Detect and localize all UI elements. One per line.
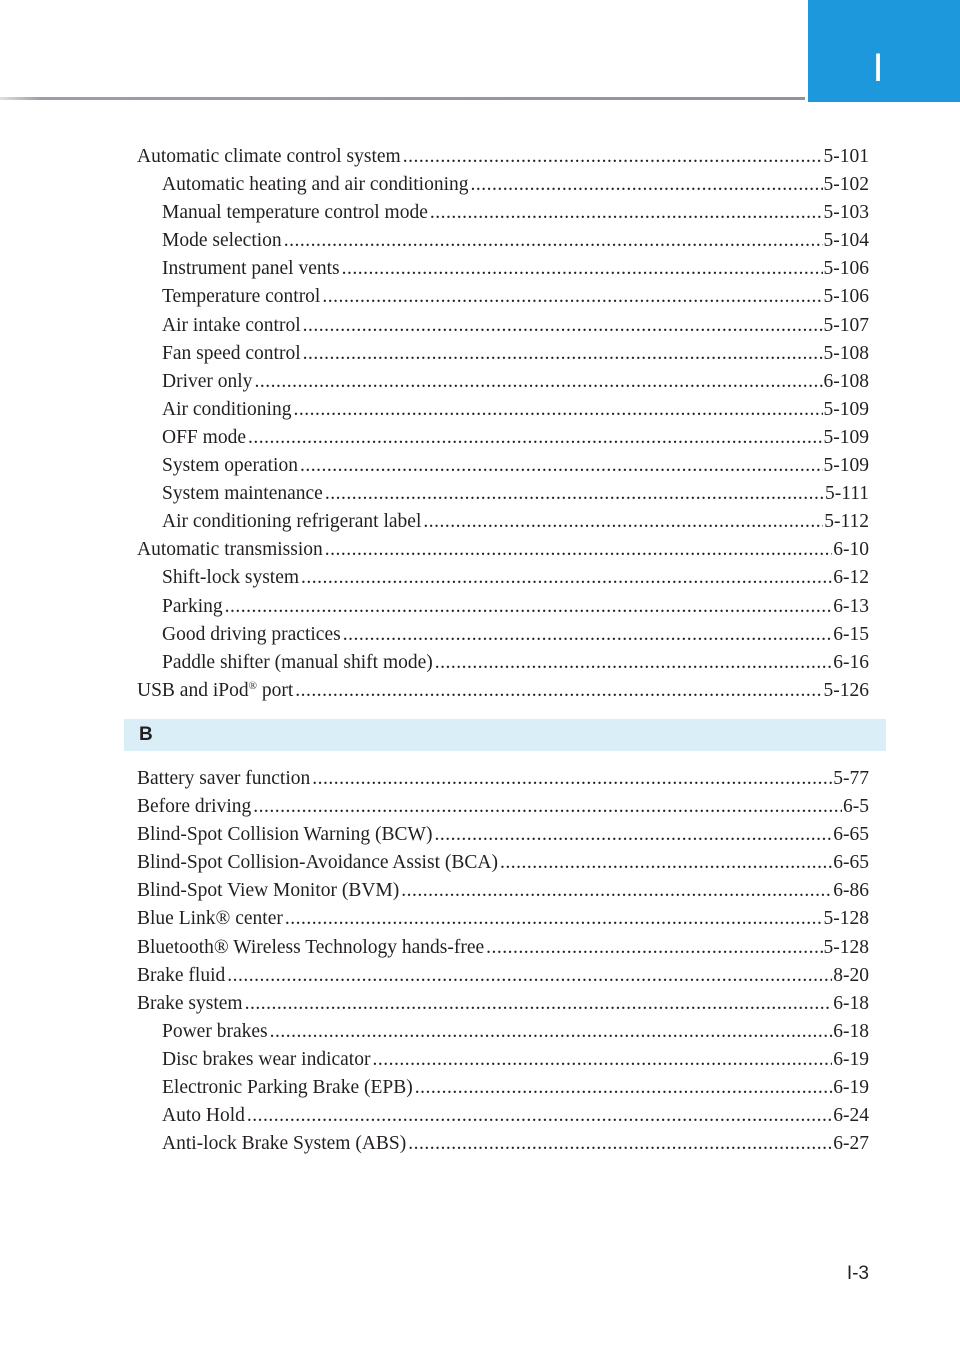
dot-leader — [285, 905, 823, 933]
index-entry[interactable] — [137, 849, 869, 877]
dot-leader — [270, 1018, 833, 1046]
index-entry[interactable] — [137, 934, 869, 962]
index-entry-label: Driver only — [162, 370, 253, 392]
dot-leader — [303, 340, 823, 368]
index-letter: I — [872, 46, 884, 90]
index-entry-label: Manual temperature control mode — [162, 202, 428, 224]
index-entry-label: Brake system — [137, 992, 243, 1014]
registered-mark: ® — [248, 679, 257, 692]
index-entry-label: Automatic heating and air conditioning — [162, 174, 469, 196]
dot-leader — [253, 793, 842, 821]
index-entry-label: Air intake control — [162, 314, 301, 336]
dot-leader — [225, 593, 833, 621]
index-entry-page: 5-107 — [823, 314, 869, 336]
index-entry[interactable] — [137, 480, 869, 508]
dot-leader — [435, 649, 832, 677]
index-entry-label: Blind-Spot Collision-Avoidance Assist (BCA) — [137, 852, 498, 874]
index-entry-label: Anti-lock Brake System (ABS) — [162, 1133, 407, 1155]
index-entry[interactable] — [137, 536, 869, 564]
index-entry-page: 5-104 — [823, 230, 869, 252]
dot-leader — [372, 1046, 832, 1074]
section-letter: B — [139, 724, 153, 745]
index-entry-page: 5-128 — [823, 908, 869, 930]
index-list-b — [137, 765, 869, 1158]
dot-leader — [312, 765, 832, 793]
page-number: I-3 — [846, 1263, 869, 1284]
index-entry-label: Good driving practices — [162, 623, 341, 645]
index-entry-page: 6-18 — [833, 992, 869, 1014]
dot-leader — [486, 934, 822, 962]
index-entry[interactable] — [137, 877, 869, 905]
index-entry-label: Fan speed control — [162, 342, 301, 364]
index-entries-b — [137, 765, 869, 1158]
index-entry-label: OFF mode — [162, 426, 246, 448]
dot-leader — [415, 1074, 833, 1102]
dot-leader — [325, 480, 824, 508]
index-entry[interactable] — [137, 564, 869, 592]
section-header-b — [124, 719, 886, 751]
index-entry-page: 5-128 — [823, 936, 869, 958]
dot-leader — [401, 877, 832, 905]
index-entry[interactable] — [137, 283, 869, 311]
dot-leader — [500, 849, 832, 877]
index-entry-label: Power brakes — [162, 1020, 268, 1042]
index-entry-label: Before driving — [137, 796, 252, 818]
index-entry[interactable] — [137, 1102, 869, 1130]
dot-leader — [248, 424, 823, 452]
index-entry-page: 6-16 — [833, 651, 869, 673]
index-entry[interactable] — [137, 905, 869, 933]
index-list-a — [137, 143, 869, 705]
index-entry-page: 5-109 — [823, 455, 869, 477]
dot-leader — [430, 199, 823, 227]
index-entry-page: 5-112 — [824, 511, 869, 533]
index-entry-label: Mode selection — [162, 230, 282, 252]
index-entry-page: 6-65 — [833, 824, 869, 846]
index-entry[interactable] — [137, 593, 869, 621]
index-entry-page: 8-20 — [833, 964, 869, 986]
index-entry-page: 5-126 — [823, 679, 869, 701]
index-entry-page: 6-24 — [833, 1105, 869, 1127]
index-entry[interactable] — [137, 821, 869, 849]
index-entry-page: 6-19 — [833, 1077, 869, 1099]
dot-leader — [254, 368, 822, 396]
index-entry-page: 6-12 — [833, 567, 869, 589]
index-entry-page: 5-101 — [823, 146, 869, 167]
dot-leader — [322, 283, 822, 311]
index-entry-label: Air conditioning refrigerant label — [162, 511, 422, 533]
dot-leader — [247, 1102, 832, 1130]
index-entry[interactable] — [137, 765, 869, 793]
index-entry-label: Parking — [162, 595, 223, 617]
index-entry-page: 5-77 — [833, 768, 869, 789]
index-entry[interactable] — [137, 368, 869, 396]
dot-leader — [423, 508, 823, 536]
index-entry-page: 6-18 — [833, 1020, 869, 1042]
index-entry-label: Shift-lock system — [162, 567, 300, 589]
index-entry-page: 6-27 — [833, 1133, 869, 1155]
index-entry[interactable] — [137, 793, 869, 821]
index-entry-label: Temperature control — [162, 286, 321, 308]
index-entry-page: 6-15 — [833, 623, 869, 645]
index-entry-label: System maintenance — [162, 483, 323, 505]
index-entry[interactable] — [137, 424, 869, 452]
index-entry-page: 5-109 — [823, 398, 869, 420]
index-entry[interactable] — [137, 340, 869, 368]
index-entry-label: System operation — [162, 455, 298, 477]
index-entry-page: 5-106 — [823, 258, 869, 280]
index-entry[interactable] — [137, 962, 869, 990]
index-entry[interactable] — [137, 396, 869, 424]
index-entry-label: Brake fluid — [137, 964, 226, 986]
index-entry-label: Blind-Spot View Monitor (BVM) — [137, 880, 400, 902]
index-entry-page: 6-108 — [823, 370, 869, 392]
index-entry[interactable] — [137, 1018, 869, 1046]
index-entry[interactable] — [137, 1046, 869, 1074]
index-entry-page: 5-106 — [823, 286, 869, 308]
dot-leader — [227, 962, 832, 990]
index-entry-label: Instrument panel vents — [162, 258, 340, 280]
index-entry-label: Electronic Parking Brake (EPB) — [162, 1077, 413, 1099]
dot-leader — [342, 255, 823, 283]
index-entry-label: Automatic climate control system — [137, 146, 401, 167]
index-entry[interactable] — [137, 143, 869, 171]
index-letter-tab — [808, 0, 960, 102]
index-entry-page: 5-108 — [823, 342, 869, 364]
index-entry-label: Bluetooth® Wireless Technology hands-free — [137, 936, 485, 958]
dot-leader — [245, 990, 833, 1018]
index-entry-label: Disc brakes wear indicator — [162, 1048, 371, 1070]
index-entry[interactable] — [137, 255, 869, 283]
index-entry[interactable] — [137, 621, 869, 649]
dot-leader — [408, 1130, 832, 1158]
index-entry-label: Automatic transmission — [137, 539, 323, 561]
dot-leader — [301, 564, 832, 592]
index-entry[interactable] — [137, 227, 869, 255]
index-entry[interactable] — [137, 990, 869, 1018]
index-entry-label: Auto Hold — [162, 1105, 245, 1127]
dot-leader — [343, 621, 833, 649]
index-entry-label: Paddle shifter (manual shift mode) — [162, 651, 433, 673]
index-entry-page: 6-86 — [833, 880, 869, 902]
index-entry-page: 6-65 — [833, 852, 869, 874]
index-entry[interactable] — [137, 171, 869, 199]
index-entry-page: 5-103 — [823, 202, 869, 224]
dot-leader — [403, 143, 823, 171]
index-entry[interactable] — [137, 312, 869, 340]
index-entry-page: 6-13 — [833, 595, 869, 617]
dot-leader — [434, 821, 832, 849]
index-entry[interactable] — [137, 1074, 869, 1102]
header-rule — [0, 97, 805, 100]
index-entry-page: 6-19 — [833, 1048, 869, 1070]
index-entry-page: 5-102 — [823, 174, 869, 196]
dot-leader — [293, 396, 822, 424]
index-entry-page: 6-10 — [833, 539, 869, 561]
dot-leader — [325, 536, 832, 564]
index-entry-label: Blind-Spot Collision Warning (BCW) — [137, 824, 433, 846]
index-entries-a — [137, 143, 869, 677]
dot-leader — [303, 312, 823, 340]
dot-leader — [295, 677, 822, 705]
index-entry-usb[interactable] — [137, 677, 869, 705]
dot-leader — [471, 171, 823, 199]
index-entry[interactable] — [137, 508, 869, 536]
index-entry[interactable] — [137, 649, 869, 677]
index-entry-label: Air conditioning — [162, 398, 292, 420]
index-entry-label: Blue Link® center — [137, 908, 283, 930]
index-entry[interactable] — [137, 199, 869, 227]
dot-leader — [300, 452, 823, 480]
index-entry-page: 5-111 — [824, 483, 869, 505]
index-entry-page: 5-109 — [823, 426, 869, 448]
index-entry[interactable] — [137, 1130, 869, 1158]
dot-leader — [284, 227, 823, 255]
index-entry-page: 6-5 — [843, 796, 869, 818]
index-entry-label: Battery saver function — [137, 768, 311, 789]
index-entry-label: USB and iPod® port — [137, 679, 294, 701]
index-entry[interactable] — [137, 452, 869, 480]
